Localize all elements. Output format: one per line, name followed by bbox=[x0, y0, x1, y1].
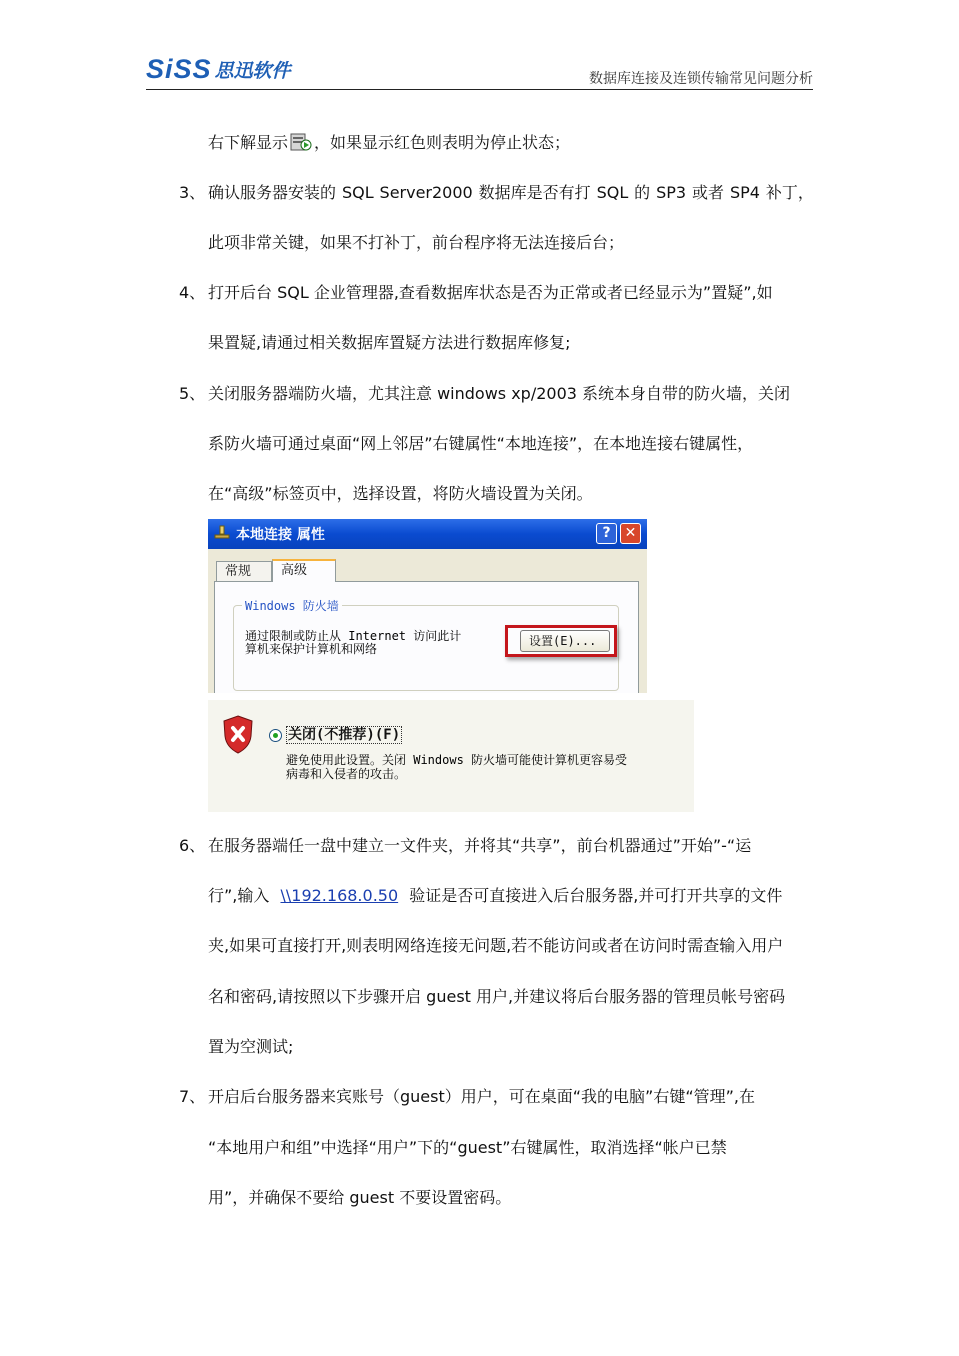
text-segment: SQL bbox=[341, 183, 374, 202]
text-segment: 确认服务器安装的 bbox=[208, 183, 337, 202]
text-segment: SP3 bbox=[656, 183, 687, 202]
paragraph-line: 在服务器端任一盘中建立一文件夹，并将其“共享”，前台机器通过”开始”-“运 bbox=[208, 836, 752, 855]
document-title: 数据库连接及连锁传输常见问题分析 bbox=[589, 71, 813, 87]
paragraph-line: 夹,如果可直接打开,则表明网络连接无问题,若不能访问或者在访问时需查输入用户 bbox=[208, 936, 784, 955]
tab-general[interactable]: 常规 bbox=[216, 561, 272, 581]
paragraph-line: 此项非常关键，如果不打补丁，前台程序将无法连接后台； bbox=[208, 233, 625, 252]
logo-cn-text: 思迅软件 bbox=[214, 59, 291, 82]
dialog-titlebar bbox=[208, 519, 647, 549]
firewall-off-radio[interactable] bbox=[269, 729, 282, 742]
text-segment: 验证是否可直接进入后台服务器,并可打开共享的文件 bbox=[409, 886, 783, 905]
dialog-title: 本地连接 属性 bbox=[236, 527, 325, 543]
text-segment: 的 bbox=[634, 183, 651, 202]
paragraph-line bbox=[208, 133, 570, 153]
connection-properties-dialog bbox=[208, 519, 647, 693]
list-number: 7、 bbox=[179, 1087, 206, 1106]
help-button[interactable]: ? bbox=[596, 523, 617, 544]
firewall-off-panel bbox=[208, 700, 694, 812]
list-number: 4、 bbox=[179, 283, 206, 302]
text-segment: 补丁， bbox=[765, 183, 814, 202]
paragraph-line: 系防火墙可通过桌面“网上邻居”右键属性“本地连接”，在本地连接右键属性， bbox=[208, 434, 754, 453]
firewall-off-label[interactable]: 关闭(不推荐)(F) bbox=[288, 727, 401, 743]
paragraph-line bbox=[208, 886, 782, 906]
paragraph-line: 打开后台 SQL 企业管理器,查看数据库状态是否为正常或者已经显示为”置疑”,如 bbox=[208, 283, 773, 302]
description-line: 避免使用此设置。关闭 Windows 防火墙可能使计算机更容易受 bbox=[286, 753, 628, 767]
text-segment: ，如果显示红色则表明为停止状态； bbox=[314, 133, 571, 152]
text-segment: 行”,输入 bbox=[208, 886, 270, 905]
text-segment: 或者 bbox=[692, 183, 725, 202]
tab-advanced[interactable]: 高级 bbox=[272, 559, 336, 582]
text-segment: SP4 bbox=[729, 183, 760, 202]
paragraph-line: 在“高级”标签页中，选择设置，将防火墙设置为关闭。 bbox=[208, 484, 593, 503]
paragraph-line bbox=[208, 183, 814, 203]
firewall-off-description bbox=[286, 753, 627, 781]
paragraph-line: 名和密码,请按照以下步骤开启 guest 用户,并建议将后台服务器的管理员帐号密码 bbox=[208, 987, 786, 1006]
paragraph-line: 果置疑,请通过相关数据库置疑方法进行数据库修复; bbox=[208, 333, 571, 352]
server-address-link[interactable]: \\192.168.0.50 bbox=[280, 886, 399, 905]
shield-warning-icon bbox=[222, 714, 254, 754]
firewall-group-label: Windows 防火墙 bbox=[242, 597, 342, 614]
header-divider bbox=[146, 89, 813, 90]
close-button[interactable]: ✕ bbox=[620, 523, 641, 544]
description-line: 通过限制或防止从 Internet 访问此计 bbox=[245, 629, 462, 643]
paragraph-line: “本地用户和组”中选择“用户”下的“guest”右键属性，取消选择“帐户已禁 bbox=[208, 1138, 727, 1157]
settings-button[interactable]: 设置(E)... bbox=[520, 630, 610, 652]
logo-text: SiSS bbox=[146, 53, 212, 84]
description-line: 病毒和入侵者的攻击。 bbox=[286, 767, 407, 781]
description-line: 算机来保护计算机和网络 bbox=[245, 642, 378, 656]
paragraph-line: 用”，并确保不要给 guest 不要设置密码。 bbox=[208, 1188, 512, 1207]
text-segment: Server2000 bbox=[379, 183, 473, 202]
paragraph-line: 置为空测试; bbox=[208, 1037, 294, 1056]
text-segment: SQL bbox=[596, 183, 629, 202]
paragraph-line: 开启后台服务器来宾账号（guest）用户，可在桌面“我的电脑”右键“管理”,在 bbox=[208, 1087, 755, 1106]
text-segment: 数据库是否有打 bbox=[478, 183, 591, 202]
list-number: 5、 bbox=[179, 384, 206, 403]
firewall-group-description bbox=[245, 630, 461, 656]
highlight-box bbox=[505, 625, 617, 657]
text-segment: 右下解显示 bbox=[208, 133, 289, 152]
paragraph-line: 关闭服务器端防火墙，尤其注意 windows xp/2003 系统本身自带的防火墙，关闭 bbox=[208, 384, 791, 403]
list-number: 6、 bbox=[179, 836, 206, 855]
company-logo bbox=[146, 54, 291, 84]
server-status-icon bbox=[290, 133, 312, 151]
list-number: 3、 bbox=[179, 183, 206, 202]
network-icon bbox=[214, 524, 230, 544]
